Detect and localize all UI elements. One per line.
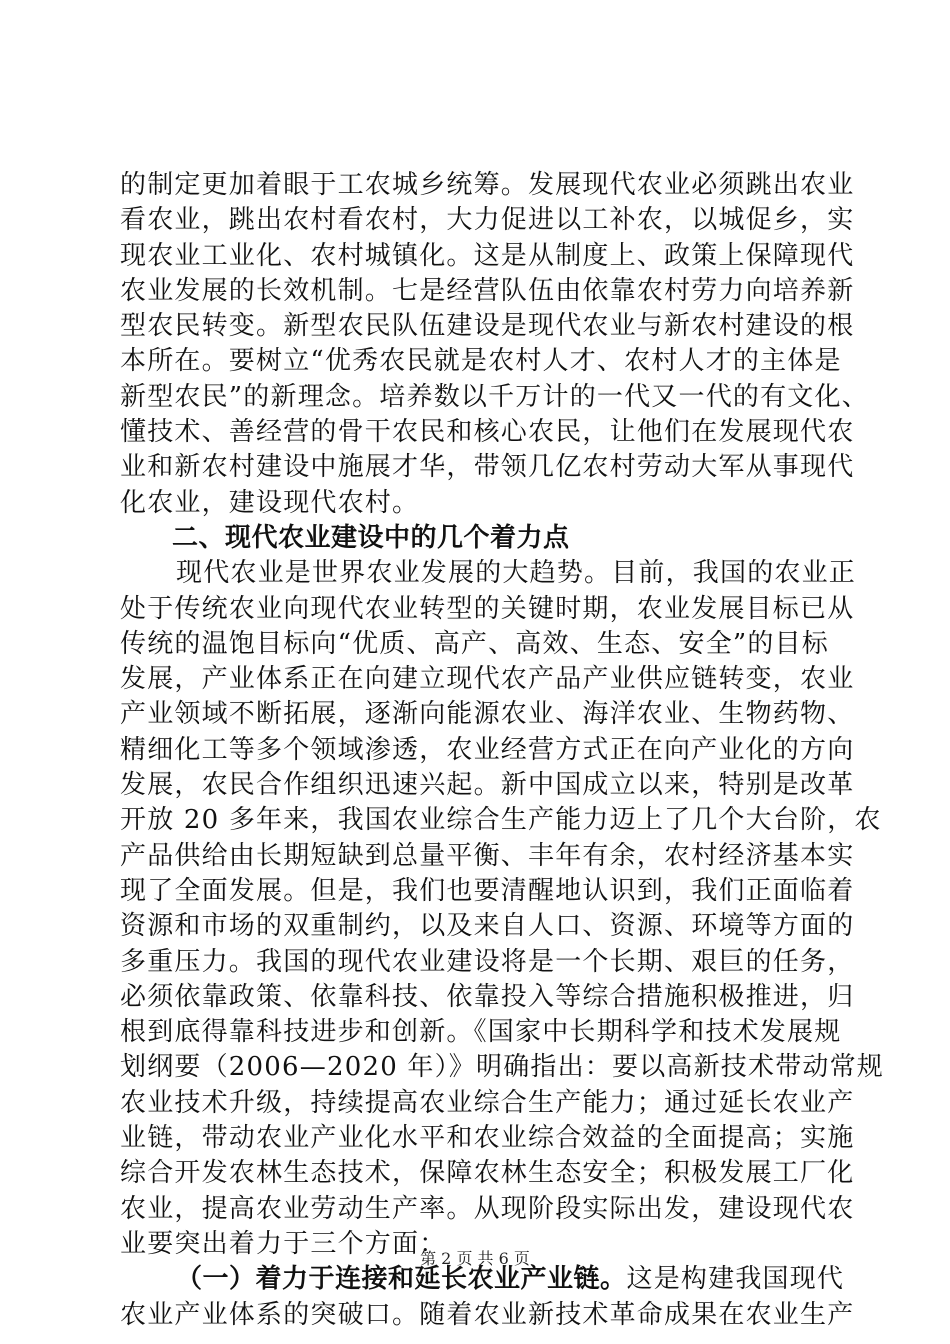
text-line: 传统的温饱目标向“优质、高产、高效、生态、安全”的目标 [120,628,829,659]
section-heading: 二、现代农业建设中的几个着力点 [172,522,570,553]
text-line: 本所在。要树立“优秀农民就是农村人才、农村人才的主体是 [120,346,842,377]
text-line: 资源和市场的双重制约，以及来自人口、资源、环境等方面的 [120,911,855,942]
text-line: 多重压力。我国的现代农业建设将是一个长期、艰巨的任务， [120,946,855,977]
text-line: 处于传统农业向现代农业转型的关键时期，农业发展目标已从 [120,593,855,624]
text-line: 产品供给由长期短缺到总量平衡、丰年有余，农村经济基本实 [120,840,855,871]
text-line: 化农业，建设现代农村。 [120,487,420,518]
text-line: 型农民转变。新型农民队伍建设是现代农业与新农村建设的根 [120,311,855,342]
text-line: 产业领域不断拓展，逐渐向能源农业、海洋农业、生物药物、 [120,699,855,730]
text-line: 业和新农村建设中施展才华，带领几亿农村劳动大军从事现代 [120,452,855,483]
text-line: 懂技术、善经营的骨干农民和核心农民，让他们在发展现代农 [120,417,855,448]
text-line: 看农业，跳出农村看农村，大力促进以工补农，以城促乡，实 [120,205,855,236]
text-line: 必须依靠政策、依靠科技、依靠投入等综合措施积极推进，归 [120,981,855,1012]
text-line: 发展，农民合作组织迅速兴起。新中国成立以来，特别是改革 [120,770,855,801]
sub-heading-bold: （一）着力于连接和延长农业产业链。 [176,1264,627,1295]
text-line: 现了全面发展。但是，我们也要清醒地认识到，我们正面临着 [120,875,855,906]
text-line: 发展，产业体系正在向建立现代农产品产业供应链转变，农业 [120,664,855,695]
text-line: 业链，带动农业产业化水平和农业综合效益的全面提高；实施 [120,1123,855,1154]
text-line: 的制定更加着眼于工农城乡统筹。发展现代农业必须跳出农业 [120,170,855,200]
text-line: 精细化工等多个领域渗透，农业经营方式正在向产业化的方向 [120,734,855,765]
body-text [120,168,885,1333]
text-line: 开放 20 多年来，我国农业综合生产能力迈上了几个大台阶，农 [120,805,882,836]
text-line: 现代农业是世界农业发展的大趋势。目前，我国的农业正 [176,558,857,589]
text-line: 业要突出着力于三个方面： [120,1228,447,1259]
text-line: 农业，提高农业劳动生产率。从现阶段实际出发，建设现代农 [120,1193,855,1224]
sub-heading-rest: 这是构建我国现代 [626,1264,845,1295]
text-line: 农业产业体系的突破口。随着农业新技术革命成果在农业生产 [120,1299,855,1330]
text-line: 农业发展的长效机制。七是经营队伍由依靠农村劳力向培养新 [120,275,855,306]
text-line: 现农业工业化、农村城镇化。这是从制度上、政策上保障现代 [120,240,855,271]
page-footer: 第 2 页 共 6 页 [420,1249,530,1268]
text-line: 农业技术升级，持续提高农业综合生产能力；通过延长农业产 [120,1087,855,1118]
text-line: 综合开发农林生态技术，保障农林生态安全；积极发展工厂化 [120,1158,855,1189]
text-line: 根到底得靠科技进步和创新。《国家中长期科学和技术发展规 [120,1017,842,1048]
text-line: 划纲要（2006—2020 年）》明确指出：要以高新技术带动常规 [120,1052,885,1083]
text-line: 新型农民”的新理念。培养数以千万计的一代又一代的有文化、 [120,381,869,412]
